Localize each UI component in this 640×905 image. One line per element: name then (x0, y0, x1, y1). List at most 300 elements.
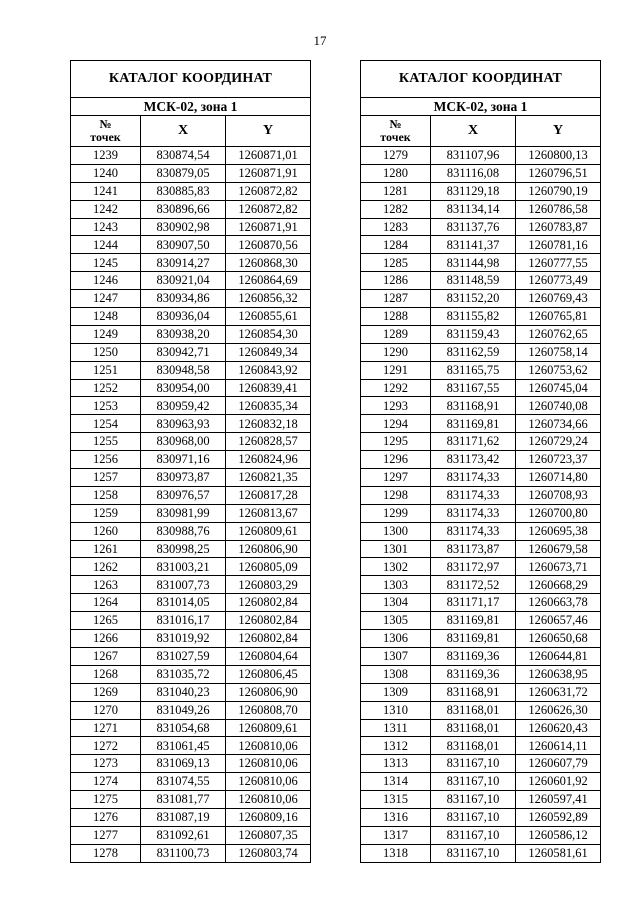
table-row (361, 683, 601, 701)
x-coordinate-cell: 831171,62 (431, 433, 516, 451)
table-row (71, 218, 311, 236)
y-coordinate-cell: 1260745,04 (516, 379, 601, 397)
point-number-cell: 1307 (361, 647, 431, 665)
x-coordinate-cell: 831169,81 (431, 612, 516, 630)
y-coordinate-cell: 1260740,08 (516, 397, 601, 415)
point-number-cell: 1259 (71, 504, 141, 522)
y-coordinate-cell: 1260753,62 (516, 361, 601, 379)
point-number-cell: 1315 (361, 791, 431, 809)
y-coordinate-cell: 1260807,35 (226, 826, 311, 844)
table-row (71, 308, 311, 326)
y-coordinate-cell: 1260777,55 (516, 254, 601, 272)
point-number-cell: 1293 (361, 397, 431, 415)
point-number-cell: 1271 (71, 719, 141, 737)
y-coordinate-cell: 1260817,28 (226, 486, 311, 504)
x-coordinate-cell: 831107,96 (431, 147, 516, 165)
x-coordinate-cell: 830938,20 (141, 325, 226, 343)
y-coordinate-cell: 1260597,41 (516, 791, 601, 809)
point-number-cell: 1313 (361, 755, 431, 773)
point-number-cell: 1283 (361, 218, 431, 236)
x-coordinate-cell: 831159,43 (431, 325, 516, 343)
y-coordinate-cell: 1260723,37 (516, 451, 601, 469)
point-number-cell: 1263 (71, 576, 141, 594)
point-number-cell: 1262 (71, 558, 141, 576)
y-coordinate-cell: 1260607,79 (516, 755, 601, 773)
point-number-cell: 1289 (361, 325, 431, 343)
table-row (361, 522, 601, 540)
table-row (71, 164, 311, 182)
point-number-cell: 1277 (71, 826, 141, 844)
point-number-cell: 1303 (361, 576, 431, 594)
table-row (71, 397, 311, 415)
table-row (71, 522, 311, 540)
x-coordinate-cell: 831040,23 (141, 683, 226, 701)
x-coordinate-cell: 831168,01 (431, 701, 516, 719)
x-coordinate-cell: 831137,76 (431, 218, 516, 236)
y-coordinate-cell: 1260679,58 (516, 540, 601, 558)
x-coordinate-cell: 831169,81 (431, 630, 516, 648)
y-coordinate-cell: 1260769,43 (516, 290, 601, 308)
coordinate-catalog-table-right (360, 60, 601, 863)
y-coordinate-cell: 1260843,92 (226, 361, 311, 379)
point-number-header-symbol: № (389, 117, 402, 131)
table-row (71, 272, 311, 290)
x-coordinate-cell: 831174,33 (431, 522, 516, 540)
table-row (71, 325, 311, 343)
table-row (361, 254, 601, 272)
point-number-cell: 1312 (361, 737, 431, 755)
table-row (361, 164, 601, 182)
point-number-cell: 1274 (71, 773, 141, 791)
table-row (361, 200, 601, 218)
point-number-cell: 1308 (361, 665, 431, 683)
point-number-cell: 1299 (361, 504, 431, 522)
x-coordinate-cell: 831174,33 (431, 486, 516, 504)
x-coordinate-cell: 831173,87 (431, 540, 516, 558)
point-number-cell: 1290 (361, 343, 431, 361)
x-coordinate-cell: 831144,98 (431, 254, 516, 272)
y-coordinate-cell: 1260668,29 (516, 576, 601, 594)
table-row (71, 200, 311, 218)
x-coordinate-cell: 830942,71 (141, 343, 226, 361)
y-coordinate-cell: 1260855,61 (226, 308, 311, 326)
table-row (361, 791, 601, 809)
y-coordinate-cell: 1260657,46 (516, 612, 601, 630)
x-coordinate-cell: 830998,25 (141, 540, 226, 558)
point-number-cell: 1273 (71, 755, 141, 773)
point-number-cell: 1281 (361, 182, 431, 200)
point-number-cell: 1288 (361, 308, 431, 326)
point-number-cell: 1272 (71, 737, 141, 755)
x-coordinate-cell: 831173,42 (431, 451, 516, 469)
x-coordinate-cell: 830896,66 (141, 200, 226, 218)
point-number-cell: 1297 (361, 469, 431, 487)
point-number-cell: 1284 (361, 236, 431, 254)
table-row (361, 308, 601, 326)
y-coordinate-cell: 1260832,18 (226, 415, 311, 433)
point-number-cell: 1241 (71, 182, 141, 200)
table-row (361, 504, 601, 522)
x-coordinate-cell: 831169,81 (431, 415, 516, 433)
x-coordinate-cell: 831035,72 (141, 665, 226, 683)
y-coordinate-cell: 1260810,06 (226, 791, 311, 809)
table-row (361, 701, 601, 719)
x-coordinate-cell: 831081,77 (141, 791, 226, 809)
x-coordinate-cell: 831092,61 (141, 826, 226, 844)
x-coordinate-header: X (431, 116, 516, 147)
point-number-cell: 1249 (71, 325, 141, 343)
table-row (361, 844, 601, 862)
x-coordinate-cell: 830948,58 (141, 361, 226, 379)
point-number-cell: 1309 (361, 683, 431, 701)
x-coordinate-cell: 831172,52 (431, 576, 516, 594)
x-coordinate-cell: 830934,86 (141, 290, 226, 308)
table-row (361, 665, 601, 683)
y-coordinate-cell: 1260871,91 (226, 164, 311, 182)
table-row (361, 361, 601, 379)
point-number-cell: 1269 (71, 683, 141, 701)
y-coordinate-cell: 1260700,80 (516, 504, 601, 522)
point-number-header-word: точек (90, 130, 121, 144)
y-coordinate-cell: 1260796,51 (516, 164, 601, 182)
point-number-header (71, 116, 141, 147)
table-row (361, 486, 601, 504)
y-coordinate-cell: 1260806,45 (226, 665, 311, 683)
y-coordinate-cell: 1260734,66 (516, 415, 601, 433)
table-row (71, 755, 311, 773)
y-coordinate-cell: 1260638,95 (516, 665, 601, 683)
point-number-cell: 1240 (71, 164, 141, 182)
table-row (361, 773, 601, 791)
table-row (71, 469, 311, 487)
x-coordinate-cell: 830963,93 (141, 415, 226, 433)
y-coordinate-cell: 1260802,84 (226, 630, 311, 648)
point-number-cell: 1276 (71, 808, 141, 826)
x-coordinate-cell: 831171,17 (431, 594, 516, 612)
y-coordinate-cell: 1260626,30 (516, 701, 601, 719)
y-coordinate-cell: 1260809,16 (226, 808, 311, 826)
point-number-cell: 1255 (71, 433, 141, 451)
point-number-cell: 1243 (71, 218, 141, 236)
y-coordinate-cell: 1260809,61 (226, 719, 311, 737)
y-coordinate-cell: 1260805,09 (226, 558, 311, 576)
point-number-cell: 1261 (71, 540, 141, 558)
table-row (71, 540, 311, 558)
point-number-cell: 1318 (361, 844, 431, 862)
table-row (71, 182, 311, 200)
table-row (361, 630, 601, 648)
point-number-cell: 1282 (361, 200, 431, 218)
x-coordinate-cell: 831168,01 (431, 719, 516, 737)
table-row (71, 665, 311, 683)
table-row (361, 415, 601, 433)
point-number-cell: 1305 (361, 612, 431, 630)
table-row (361, 826, 601, 844)
table-row (361, 343, 601, 361)
y-coordinate-cell: 1260786,58 (516, 200, 601, 218)
table-body (71, 147, 311, 863)
y-coordinate-cell: 1260800,13 (516, 147, 601, 165)
y-coordinate-header: Y (226, 116, 311, 147)
x-coordinate-cell: 830973,87 (141, 469, 226, 487)
point-number-cell: 1253 (71, 397, 141, 415)
x-coordinate-cell: 831162,59 (431, 343, 516, 361)
x-coordinate-cell: 831168,91 (431, 683, 516, 701)
x-coordinate-cell: 831169,36 (431, 647, 516, 665)
x-coordinate-cell: 831167,10 (431, 826, 516, 844)
table-row (71, 719, 311, 737)
point-number-cell: 1256 (71, 451, 141, 469)
point-number-cell: 1248 (71, 308, 141, 326)
y-coordinate-cell: 1260813,67 (226, 504, 311, 522)
y-coordinate-cell: 1260839,41 (226, 379, 311, 397)
table-row (361, 576, 601, 594)
x-coordinate-cell: 831169,36 (431, 665, 516, 683)
x-coordinate-cell: 831074,55 (141, 773, 226, 791)
y-coordinate-cell: 1260821,35 (226, 469, 311, 487)
x-coordinate-cell: 831049,26 (141, 701, 226, 719)
y-coordinate-cell: 1260864,69 (226, 272, 311, 290)
x-coordinate-cell: 830921,04 (141, 272, 226, 290)
x-coordinate-cell: 831087,19 (141, 808, 226, 826)
point-number-cell: 1268 (71, 665, 141, 683)
y-coordinate-header: Y (516, 116, 601, 147)
x-coordinate-cell: 831141,37 (431, 236, 516, 254)
y-coordinate-cell: 1260586,12 (516, 826, 601, 844)
y-coordinate-cell: 1260663,78 (516, 594, 601, 612)
x-coordinate-cell: 831155,82 (431, 308, 516, 326)
y-coordinate-cell: 1260872,82 (226, 200, 311, 218)
x-coordinate-cell: 830968,00 (141, 433, 226, 451)
table-row (361, 647, 601, 665)
y-coordinate-cell: 1260802,84 (226, 612, 311, 630)
table-row (71, 773, 311, 791)
table-row (71, 451, 311, 469)
point-number-cell: 1245 (71, 254, 141, 272)
point-number-cell: 1311 (361, 719, 431, 737)
x-coordinate-cell: 831167,55 (431, 379, 516, 397)
y-coordinate-cell: 1260592,89 (516, 808, 601, 826)
table-row (361, 236, 601, 254)
point-number-cell: 1258 (71, 486, 141, 504)
x-coordinate-cell: 831134,14 (431, 200, 516, 218)
table-row (71, 361, 311, 379)
x-coordinate-cell: 830954,00 (141, 379, 226, 397)
point-number-cell: 1264 (71, 594, 141, 612)
x-coordinate-cell: 831069,13 (141, 755, 226, 773)
point-number-cell: 1244 (71, 236, 141, 254)
x-coordinate-cell: 830971,16 (141, 451, 226, 469)
point-number-cell: 1279 (361, 147, 431, 165)
point-number-cell: 1251 (71, 361, 141, 379)
y-coordinate-cell: 1260762,65 (516, 325, 601, 343)
x-coordinate-cell: 831174,33 (431, 469, 516, 487)
table-row (71, 433, 311, 451)
x-coordinate-cell: 830981,99 (141, 504, 226, 522)
point-number-cell: 1275 (71, 791, 141, 809)
y-coordinate-cell: 1260849,34 (226, 343, 311, 361)
point-number-header (361, 116, 431, 147)
table-row (71, 647, 311, 665)
y-coordinate-cell: 1260804,64 (226, 647, 311, 665)
x-coordinate-cell: 830879,05 (141, 164, 226, 182)
point-number-cell: 1252 (71, 379, 141, 397)
x-coordinate-cell: 831172,97 (431, 558, 516, 576)
y-coordinate-cell: 1260644,81 (516, 647, 601, 665)
y-coordinate-cell: 1260601,92 (516, 773, 601, 791)
x-coordinate-cell: 830988,76 (141, 522, 226, 540)
table-row (361, 433, 601, 451)
y-coordinate-cell: 1260810,06 (226, 737, 311, 755)
x-coordinate-cell: 831116,08 (431, 164, 516, 182)
point-number-cell: 1298 (361, 486, 431, 504)
y-coordinate-cell: 1260870,56 (226, 236, 311, 254)
y-coordinate-cell: 1260714,80 (516, 469, 601, 487)
table-row (361, 325, 601, 343)
table-row (71, 558, 311, 576)
x-coordinate-cell: 831007,73 (141, 576, 226, 594)
table-row (361, 808, 601, 826)
x-coordinate-cell: 831167,10 (431, 773, 516, 791)
point-number-cell: 1250 (71, 343, 141, 361)
table-row (71, 808, 311, 826)
y-coordinate-cell: 1260824,96 (226, 451, 311, 469)
point-number-cell: 1296 (361, 451, 431, 469)
table-row (361, 737, 601, 755)
point-number-cell: 1286 (361, 272, 431, 290)
y-coordinate-cell: 1260695,38 (516, 522, 601, 540)
point-number-cell: 1287 (361, 290, 431, 308)
x-coordinate-cell: 831027,59 (141, 647, 226, 665)
x-coordinate-cell: 830874,54 (141, 147, 226, 165)
table-row (361, 594, 601, 612)
x-coordinate-cell: 831167,10 (431, 844, 516, 862)
y-coordinate-cell: 1260729,24 (516, 433, 601, 451)
y-coordinate-cell: 1260758,14 (516, 343, 601, 361)
x-coordinate-cell: 831168,01 (431, 737, 516, 755)
y-coordinate-cell: 1260790,19 (516, 182, 601, 200)
y-coordinate-cell: 1260828,57 (226, 433, 311, 451)
point-number-cell: 1247 (71, 290, 141, 308)
x-coordinate-cell: 831167,10 (431, 808, 516, 826)
table-row (71, 737, 311, 755)
table-row (71, 791, 311, 809)
table-row (71, 486, 311, 504)
y-coordinate-cell: 1260868,30 (226, 254, 311, 272)
x-coordinate-cell: 830914,27 (141, 254, 226, 272)
table-row (71, 254, 311, 272)
point-number-cell: 1310 (361, 701, 431, 719)
x-coordinate-cell: 831016,17 (141, 612, 226, 630)
x-coordinate-cell: 830907,50 (141, 236, 226, 254)
point-number-cell: 1267 (71, 647, 141, 665)
table-row (361, 540, 601, 558)
table-row (71, 343, 311, 361)
x-coordinate-cell: 831014,05 (141, 594, 226, 612)
x-coordinate-cell: 831054,68 (141, 719, 226, 737)
y-coordinate-cell: 1260854,30 (226, 325, 311, 343)
x-coordinate-cell: 830936,04 (141, 308, 226, 326)
y-coordinate-cell: 1260620,43 (516, 719, 601, 737)
point-number-cell: 1257 (71, 469, 141, 487)
point-number-cell: 1301 (361, 540, 431, 558)
point-number-cell: 1291 (361, 361, 431, 379)
point-number-header-symbol: № (99, 117, 112, 131)
x-coordinate-cell: 830976,57 (141, 486, 226, 504)
y-coordinate-cell: 1260802,84 (226, 594, 311, 612)
y-coordinate-cell: 1260856,32 (226, 290, 311, 308)
table-row (361, 182, 601, 200)
x-coordinate-cell: 831148,59 (431, 272, 516, 290)
table-row (71, 290, 311, 308)
point-number-cell: 1246 (71, 272, 141, 290)
table-row (361, 612, 601, 630)
table-row (71, 683, 311, 701)
x-coordinate-cell: 831165,75 (431, 361, 516, 379)
table-row (361, 218, 601, 236)
table-row (71, 594, 311, 612)
x-coordinate-cell: 831167,10 (431, 791, 516, 809)
point-number-cell: 1316 (361, 808, 431, 826)
x-coordinate-cell: 831167,10 (431, 755, 516, 773)
x-coordinate-cell: 831168,91 (431, 397, 516, 415)
table-row (361, 469, 601, 487)
y-coordinate-cell: 1260708,93 (516, 486, 601, 504)
y-coordinate-cell: 1260872,82 (226, 182, 311, 200)
x-coordinate-header: X (141, 116, 226, 147)
y-coordinate-cell: 1260809,61 (226, 522, 311, 540)
table-row (71, 236, 311, 254)
point-number-cell: 1242 (71, 200, 141, 218)
y-coordinate-cell: 1260806,90 (226, 540, 311, 558)
x-coordinate-cell: 831129,18 (431, 182, 516, 200)
y-coordinate-cell: 1260871,91 (226, 218, 311, 236)
point-number-cell: 1280 (361, 164, 431, 182)
y-coordinate-cell: 1260806,90 (226, 683, 311, 701)
x-coordinate-cell: 831019,92 (141, 630, 226, 648)
point-number-cell: 1306 (361, 630, 431, 648)
table-row (361, 379, 601, 397)
x-coordinate-cell: 831174,33 (431, 504, 516, 522)
point-number-cell: 1265 (71, 612, 141, 630)
table-row (71, 701, 311, 719)
x-coordinate-cell: 830959,42 (141, 397, 226, 415)
table-row (361, 558, 601, 576)
coordinate-system-zone: МСК-02, зона 1 (361, 98, 601, 116)
point-number-cell: 1304 (361, 594, 431, 612)
y-coordinate-cell: 1260803,29 (226, 576, 311, 594)
point-number-cell: 1292 (361, 379, 431, 397)
point-number-cell: 1260 (71, 522, 141, 540)
y-coordinate-cell: 1260783,87 (516, 218, 601, 236)
point-number-cell: 1314 (361, 773, 431, 791)
table-row (361, 755, 601, 773)
y-coordinate-cell: 1260871,01 (226, 147, 311, 165)
point-number-cell: 1239 (71, 147, 141, 165)
x-coordinate-cell: 831061,45 (141, 737, 226, 755)
coordinate-catalog-table-left (70, 60, 311, 863)
table-body (361, 147, 601, 863)
x-coordinate-cell: 831100,73 (141, 844, 226, 862)
y-coordinate-cell: 1260810,06 (226, 755, 311, 773)
table-row (71, 630, 311, 648)
table-row (71, 379, 311, 397)
table-row (361, 397, 601, 415)
point-number-cell: 1302 (361, 558, 431, 576)
table-row (71, 415, 311, 433)
table-row (361, 451, 601, 469)
y-coordinate-cell: 1260810,06 (226, 773, 311, 791)
